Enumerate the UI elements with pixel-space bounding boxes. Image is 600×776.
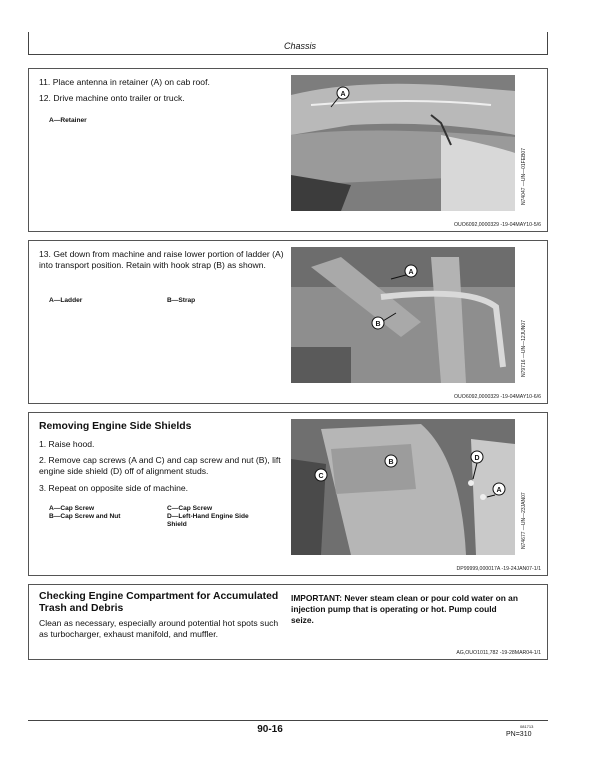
legend-ladder: A—Ladder [49,297,83,304]
callout-b: B [388,459,394,466]
ref-code-3: DP99999,000017A -19-24JAN07-1/1 [456,566,541,572]
important-text: Never steam clean or pour cold water on an injection pump that is operating or hot. Pump could seize. [291,593,518,625]
ladder-photo [291,247,515,383]
step-11: 11. Place antenna in retainer (A) on cab roof. [39,77,210,87]
callout-a: A [496,487,502,494]
footer-small-code: 081713 [520,724,534,729]
step-1-raise-hood: 1. Raise hood. [39,439,95,449]
callout-c: C [318,473,324,480]
cab-roof-photo [291,75,515,211]
step-12: 12. Drive machine onto trailer or truck. [39,93,185,103]
step-3-repeat: 3. Repeat on opposite side of machine. [39,483,189,493]
ref-code-1: OUO6092,0000329 -19-04MAY10-5/6 [454,222,541,228]
engine-side-shield-photo [291,419,515,555]
section-title-trash-debris: Checking Engine Compartment for Accumulated Trash and Debris [39,591,279,614]
step-13: 13. Get down from machine and raise lower portion of ladder (A) into transport position. Retain with hook strap (B) as shown. [39,249,284,270]
photo-id-1: N74047 —UN—01FEB07 [521,148,527,205]
page-number: 90-16 [257,724,283,735]
callout-a: A [408,269,414,276]
callout-a: A [340,91,346,98]
section-trash-debris [28,584,548,660]
step-2-remove-screws: 2. Remove cap screws (A and C) and cap screw and nut (B), lift engine side shield (D) off of alignment studs. [39,455,281,476]
legend-side-shield-d: D—Left-Hand Engine Side Shield [167,513,249,528]
callout-b: B [375,321,381,328]
photo-id-3: N74677 —UN—23JAN07 [521,492,527,549]
ref-code-2: OUO6092,0000329 -19-04MAY10-6/6 [454,394,541,400]
callout-d: D [474,455,480,462]
section-side-shields [28,412,548,576]
footer-rule [28,720,548,721]
photo-id-2: N79716 —UN—12JUN07 [521,320,527,377]
legend-cap-screw-a: A—Cap Screw [49,505,95,512]
footer-pn: PN=310 [506,731,532,738]
trash-debris-body: Clean as necessary, especially around potential hot spots such as turbocharger, exhaust manifold, and muffler. [39,618,279,639]
header-rule [28,54,548,55]
section-antenna [28,68,548,232]
legend-cap-screw-nut-b: B—Cap Screw and Nut [49,513,121,520]
section-title-side-shields: Removing Engine Side Shields [39,421,192,432]
important-label: IMPORTANT: [291,593,343,603]
section-ladder [28,240,548,404]
chapter-header: Chassis [283,41,316,51]
legend-cap-screw-c: C—Cap Screw [167,505,213,512]
legend-strap: B—Strap [167,297,196,304]
important-note [291,593,521,626]
ref-code-4: AG,OUO1011,782 -19-28MAR04-1/1 [456,650,541,656]
legend-retainer: A—Retainer [49,117,87,124]
